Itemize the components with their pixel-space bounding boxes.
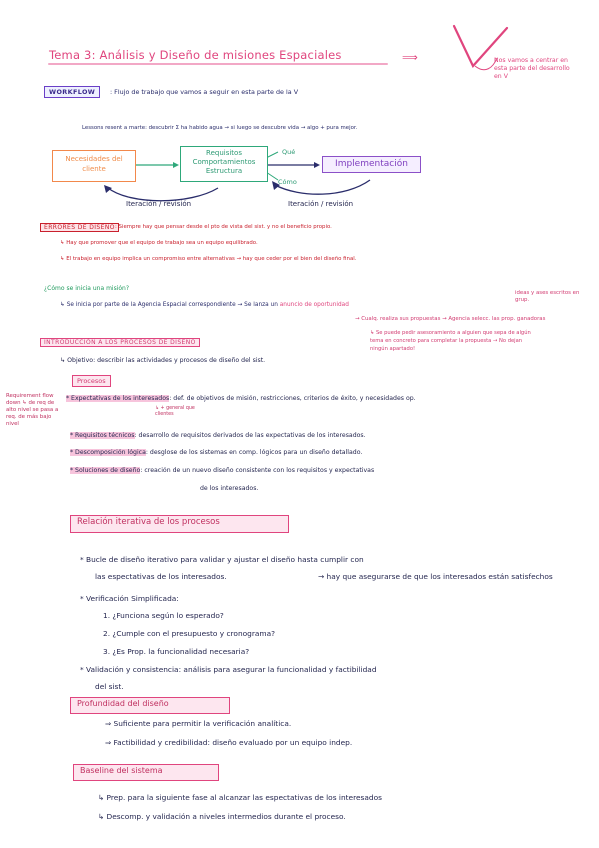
workflow-diagram-arrows [0, 0, 599, 220]
errors-line3: ↳ El trabajo en equipo implica un compromiso entre alternativas → hay que ceder por el bien del diseño final. [60, 256, 357, 262]
process-item-4-label: * Soluciones de diseño [70, 467, 141, 474]
box-customer-needs-line1: Necesidades del [65, 155, 123, 163]
mission-line1-b: anuncio de oportunidad [279, 302, 349, 308]
workflow-tag: WORKFLOW [44, 86, 100, 98]
errors-line2: ↳ Hay que promover que el equipo de trabajo sea un equipo equilibrado. [60, 240, 258, 246]
process-item-2-label: * Requisitos técnicos [70, 432, 135, 439]
process-item-4-cont: de los interesados. [200, 485, 259, 492]
iteration-right: Iteración / revisión [288, 200, 354, 208]
iterative-b2: * Verificación Simplificada: [80, 594, 179, 603]
title-arrow: ⟹ [402, 51, 418, 64]
mission-line2: → Cualq. realiza sus propuestas → Agencia selecc. las prop. ganadoras [355, 316, 546, 322]
intro-objetivo: ↳ Objetivo: describir las actividades y procesos de diseño del sist. [60, 357, 266, 364]
baseline-tag: Baseline del sistema [73, 764, 219, 781]
process-item-3-text: : desglose de los sistemas en comp. lógicos para un diseño detallado. [145, 449, 363, 456]
iterative-b3-cont: del sist. [95, 682, 124, 691]
mission-question: ¿Cómo se inicia una misión? [44, 285, 130, 292]
depth-tag: Profundidad del diseño [70, 697, 230, 714]
process-item-1-text: : def. de objetivos de misión, restricciones, criterios de éxito, y necesidades op. [169, 395, 416, 402]
general-note: ↳ + general que clientes [155, 406, 195, 417]
label-que: Qué [282, 148, 296, 156]
errors-tag: ERRORES DE DISEÑO [40, 223, 119, 232]
process-item-3 [70, 449, 362, 456]
depth-l1: ⇒ Suficiente para permitir la verificación analítica. [105, 719, 292, 728]
mission-line1-a: ↳ Se inicia por parte de la Agencia Espacial correspondiente → Se lanza un [60, 302, 278, 308]
diagram-quote: Lessons resent a marte: descubrir Σ ha habido agua → si luego se descubre vida → algo + pura mejor. [82, 125, 358, 131]
box-requirements [180, 146, 268, 182]
mission-line1 [60, 302, 349, 308]
errors-line1: : Siempre hay que pensar desde el pto de vista del sist. y no el beneficio propio. [115, 224, 332, 230]
iterative-b1-cont: las espectativas de los interesados. [95, 572, 227, 581]
box-customer-needs [52, 150, 136, 182]
process-item-1-label: * Expectativas de los interesados [66, 395, 170, 402]
box-customer-needs-line2: cliente [82, 165, 106, 173]
processes-tag: Procesos [72, 375, 111, 387]
baseline-l2: ↳ Descomp. y validación a niveles intermedios durante el proceso. [98, 812, 346, 821]
iteration-left: Iteración / revisión [126, 200, 192, 208]
box-requirements-line2: Comportamientos [192, 158, 256, 166]
intro-tag: INTRODUCCIÓN A LOS PROCESOS DE DISEÑO [40, 338, 200, 347]
process-item-3-label: * Descomposición lógica [70, 449, 146, 456]
label-como: Cómo [278, 178, 297, 186]
mission-line3: ↳ Se puede pedir asesoramiento a alguien que sepa de algún tema en concreto para completar la propuesta → No dejan ningún apartado! [370, 330, 531, 352]
iterative-b1-note: → hay que asegurarse de que los interesados están satisfechos [318, 572, 553, 581]
process-item-2 [70, 432, 366, 439]
box-implementation: Implementación [322, 156, 421, 173]
box-requirements-line3: Estructura [205, 167, 243, 175]
v-model-note: Nos vamos a centrar en esta parte del desarrollo en V [494, 57, 570, 80]
workflow-text: : Flujo de trabajo que vamos a seguir en esta parte de la V [110, 88, 299, 96]
mission-side-note: ideas y ases escritos en grup. [515, 290, 580, 303]
iterative-b3: * Validación y consistencia: análisis para asegurar la funcionalidad y factibilidad [80, 665, 377, 674]
process-item-2-text: : desarrollo de requisitos derivados de las expectativas de los interesados. [134, 432, 366, 439]
iterative-q2: 2. ¿Cumple con el presupuesto y cronograma? [103, 629, 276, 638]
depth-l2: ⇒ Factibilidad y credibilidad: diseño evaluado por un equipo indep. [105, 738, 353, 747]
iterative-tag: Relación iterativa de los procesos [70, 515, 289, 533]
baseline-l1: ↳ Prep. para la siguiente fase al alcanzar las espectativas de los interesados [98, 793, 382, 802]
iterative-b1: * Bucle de diseño iterativo para validar y ajustar el diseño hasta cumplir con [80, 555, 364, 564]
iterative-q3: 3. ¿Es Prop. la funcionalidad necesaria? [103, 647, 250, 656]
process-item-4-text: : creación de un nuevo diseño consistente con los requisitos y expectativas [140, 467, 375, 474]
process-item-4 [70, 467, 374, 474]
process-item-1 [66, 395, 416, 402]
requirement-flow-note: Requirement flow down ↳ de req de alto nivel se pasa a req. de más bajo nivel [6, 393, 59, 427]
iterative-q1: 1. ¿Funciona según lo esperado? [103, 611, 224, 620]
page-title: Tema 3: Análisis y Diseño de misiones Espaciales [49, 48, 342, 62]
box-requirements-line1: Requisitos [206, 149, 242, 157]
